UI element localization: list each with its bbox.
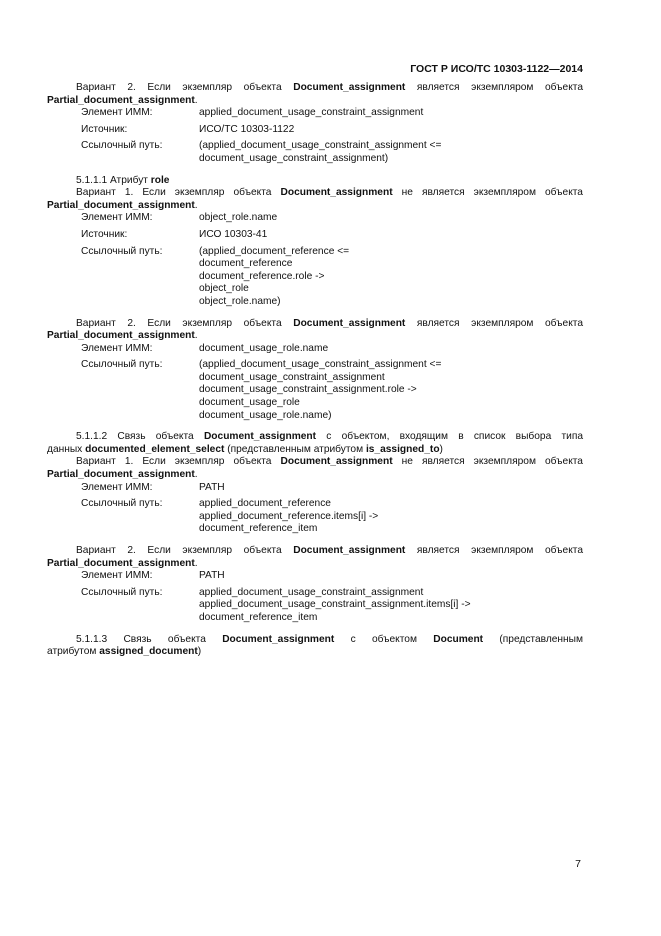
path-line: document_usage_constraint_assignment.role -> xyxy=(199,384,417,396)
mapping-row-source xyxy=(47,124,583,137)
path-line: document_reference.role -> xyxy=(199,270,325,282)
text: с объектом, входящим в список выбора типа xyxy=(316,431,584,443)
path-line: (applied_document_usage_constraint_assignment <= xyxy=(199,359,442,371)
paragraph-continuation xyxy=(47,469,583,482)
mapping-label: Ссылочный путь: xyxy=(81,498,163,510)
mapping-label: Элемент ИММ: xyxy=(81,212,153,224)
mapping-path xyxy=(199,587,583,625)
entity-name: Partial_document_assignment xyxy=(47,330,195,342)
mapping-label: Ссылочный путь: xyxy=(81,140,163,152)
text: (представленным атрибутом xyxy=(224,443,366,455)
entity-name: Partial_document_assignment xyxy=(47,94,195,106)
paragraph-continuation xyxy=(47,558,583,571)
path-line: document_usage_constraint_assignment) xyxy=(199,152,389,164)
entity-name: Document_assignment xyxy=(203,431,317,443)
page-header: ГОСТ Р ИСО/ТС 10303-1122—2014 xyxy=(410,63,583,75)
text: . xyxy=(194,557,198,569)
text: является экземпляром объекта xyxy=(405,82,583,93)
text: Вариант 1. Если экземпляр объекта xyxy=(76,187,281,199)
path-line: (applied_document_reference <= xyxy=(199,245,350,257)
mapping-path xyxy=(199,498,583,536)
text: . xyxy=(194,330,198,342)
type-name: documented_element_select xyxy=(85,443,225,455)
text: (представленным xyxy=(483,633,584,645)
mapping-label: Элемент ИММ: xyxy=(81,107,153,119)
text: атрибутом xyxy=(47,646,100,658)
text: Вариант 2. Если экземпляр объекта xyxy=(76,82,294,93)
path-line: document_reference_item xyxy=(199,523,318,535)
mapping-row-path xyxy=(47,246,583,309)
entity-name: Partial_document_assignment xyxy=(47,199,195,211)
path-line: applied_document_usage_constraint_assignment xyxy=(199,586,424,598)
path-line: document_reference xyxy=(199,258,293,270)
mapping-path xyxy=(199,359,583,422)
mapping-label: Источник: xyxy=(81,228,128,240)
text: не является экземпляром объекта xyxy=(392,456,583,468)
attribute-name: is_assigned_to xyxy=(365,443,440,455)
mapping-row-element xyxy=(47,343,583,356)
section-heading xyxy=(47,431,583,444)
path-line: applied_document_reference.items[i] -> xyxy=(199,510,379,522)
mapping-row-path xyxy=(47,359,583,422)
paragraph-variant xyxy=(47,318,583,331)
text: . xyxy=(194,469,198,481)
mapping-path xyxy=(199,140,583,165)
mapping-label: Элемент ИММ: xyxy=(81,481,153,493)
text: с объектом xyxy=(334,633,434,645)
text: 5.1.1.1 Атрибут xyxy=(76,174,151,186)
mapping-value: document_usage_role.name xyxy=(199,342,329,354)
mapping-value: applied_document_usage_constraint_assignment xyxy=(199,107,424,119)
mapping-label: Ссылочный путь: xyxy=(81,359,163,371)
paragraph-variant xyxy=(47,82,583,95)
mapping-row-element xyxy=(47,570,583,583)
mapping-label: Источник: xyxy=(81,123,128,135)
mapping-row-path xyxy=(47,587,583,625)
paragraph-continuation xyxy=(47,200,583,213)
paragraph-variant xyxy=(47,545,583,558)
entity-name: Partial_document_assignment xyxy=(47,557,195,569)
mapping-row-path xyxy=(47,140,583,165)
spacer xyxy=(47,422,583,431)
mapping-row-element xyxy=(47,482,583,495)
path-line: applied_document_usage_constraint_assignment.items[i] -> xyxy=(199,599,471,611)
text: ) xyxy=(439,443,443,455)
mapping-value: ИСО/ТС 10303-1122 xyxy=(199,123,295,135)
paragraph-variant xyxy=(47,456,583,469)
page-content xyxy=(47,82,583,659)
text: . xyxy=(194,94,198,106)
text: . xyxy=(194,199,198,211)
mapping-value: object_role.name xyxy=(199,212,278,224)
entity-name: Document_assignment xyxy=(293,317,406,329)
entity-name: Document_assignment xyxy=(293,82,406,93)
text: Вариант 1. Если экземпляр объекта xyxy=(76,456,281,468)
text: не является экземпляром объекта xyxy=(392,187,583,199)
path-line: document_reference_item xyxy=(199,611,318,623)
mapping-value: ИСО 10303-41 xyxy=(199,228,268,240)
spacer xyxy=(47,536,583,545)
mapping-value: PATH xyxy=(199,570,225,582)
section-heading-continuation xyxy=(47,646,583,659)
path-line: object_role xyxy=(199,283,249,295)
entity-name: Document_assignment xyxy=(293,545,406,556)
text: является экземпляром объекта xyxy=(405,545,583,556)
mapping-label: Элемент ИММ: xyxy=(81,570,153,582)
mapping-label: Ссылочный путь: xyxy=(81,586,163,598)
paragraph-variant xyxy=(47,187,583,200)
spacer xyxy=(47,166,583,175)
entity-name: Document_assignment xyxy=(222,633,335,645)
mapping-label: Ссылочный путь: xyxy=(81,245,163,257)
paragraph-continuation xyxy=(47,95,583,108)
mapping-row-path xyxy=(47,498,583,536)
text: Вариант 2. Если экземпляр объекта xyxy=(76,317,294,329)
section-heading-continuation xyxy=(47,444,583,457)
page-number: 7 xyxy=(575,858,581,870)
path-line: (applied_document_usage_constraint_assignment <= xyxy=(199,140,442,152)
text: 5.1.1.2 Связь объекта xyxy=(76,431,204,443)
mapping-path xyxy=(199,246,583,309)
mapping-value: PATH xyxy=(199,481,225,493)
text: ) xyxy=(197,646,202,658)
path-line: document_usage_role xyxy=(199,397,300,409)
path-line: document_usage_constraint_assignment xyxy=(199,371,385,383)
path-line: document_usage_role.name) xyxy=(199,409,332,421)
text: 5.1.1.3 Связь объекта xyxy=(76,633,223,645)
mapping-row-source xyxy=(47,229,583,242)
path-line: applied_document_reference xyxy=(199,498,331,510)
spacer xyxy=(47,309,583,318)
section-heading xyxy=(47,634,583,647)
mapping-row-element xyxy=(47,212,583,225)
text: Вариант 2. Если экземпляр объекта xyxy=(76,545,294,556)
attribute-name: assigned_document xyxy=(99,646,198,658)
entity-name: Partial_document_assignment xyxy=(47,469,195,481)
attribute-name: role xyxy=(150,174,170,186)
entity-name: Document_assignment xyxy=(280,187,393,199)
path-line: object_role.name) xyxy=(199,295,281,307)
paragraph-continuation xyxy=(47,330,583,343)
entity-name: Document xyxy=(433,633,484,645)
mapping-row-element xyxy=(47,107,583,120)
spacer xyxy=(47,625,583,634)
section-heading xyxy=(47,175,583,188)
text: является экземпляром объекта xyxy=(405,317,583,329)
mapping-label: Элемент ИММ: xyxy=(81,342,153,354)
text: данных xyxy=(47,443,86,455)
entity-name: Document_assignment xyxy=(280,456,393,468)
